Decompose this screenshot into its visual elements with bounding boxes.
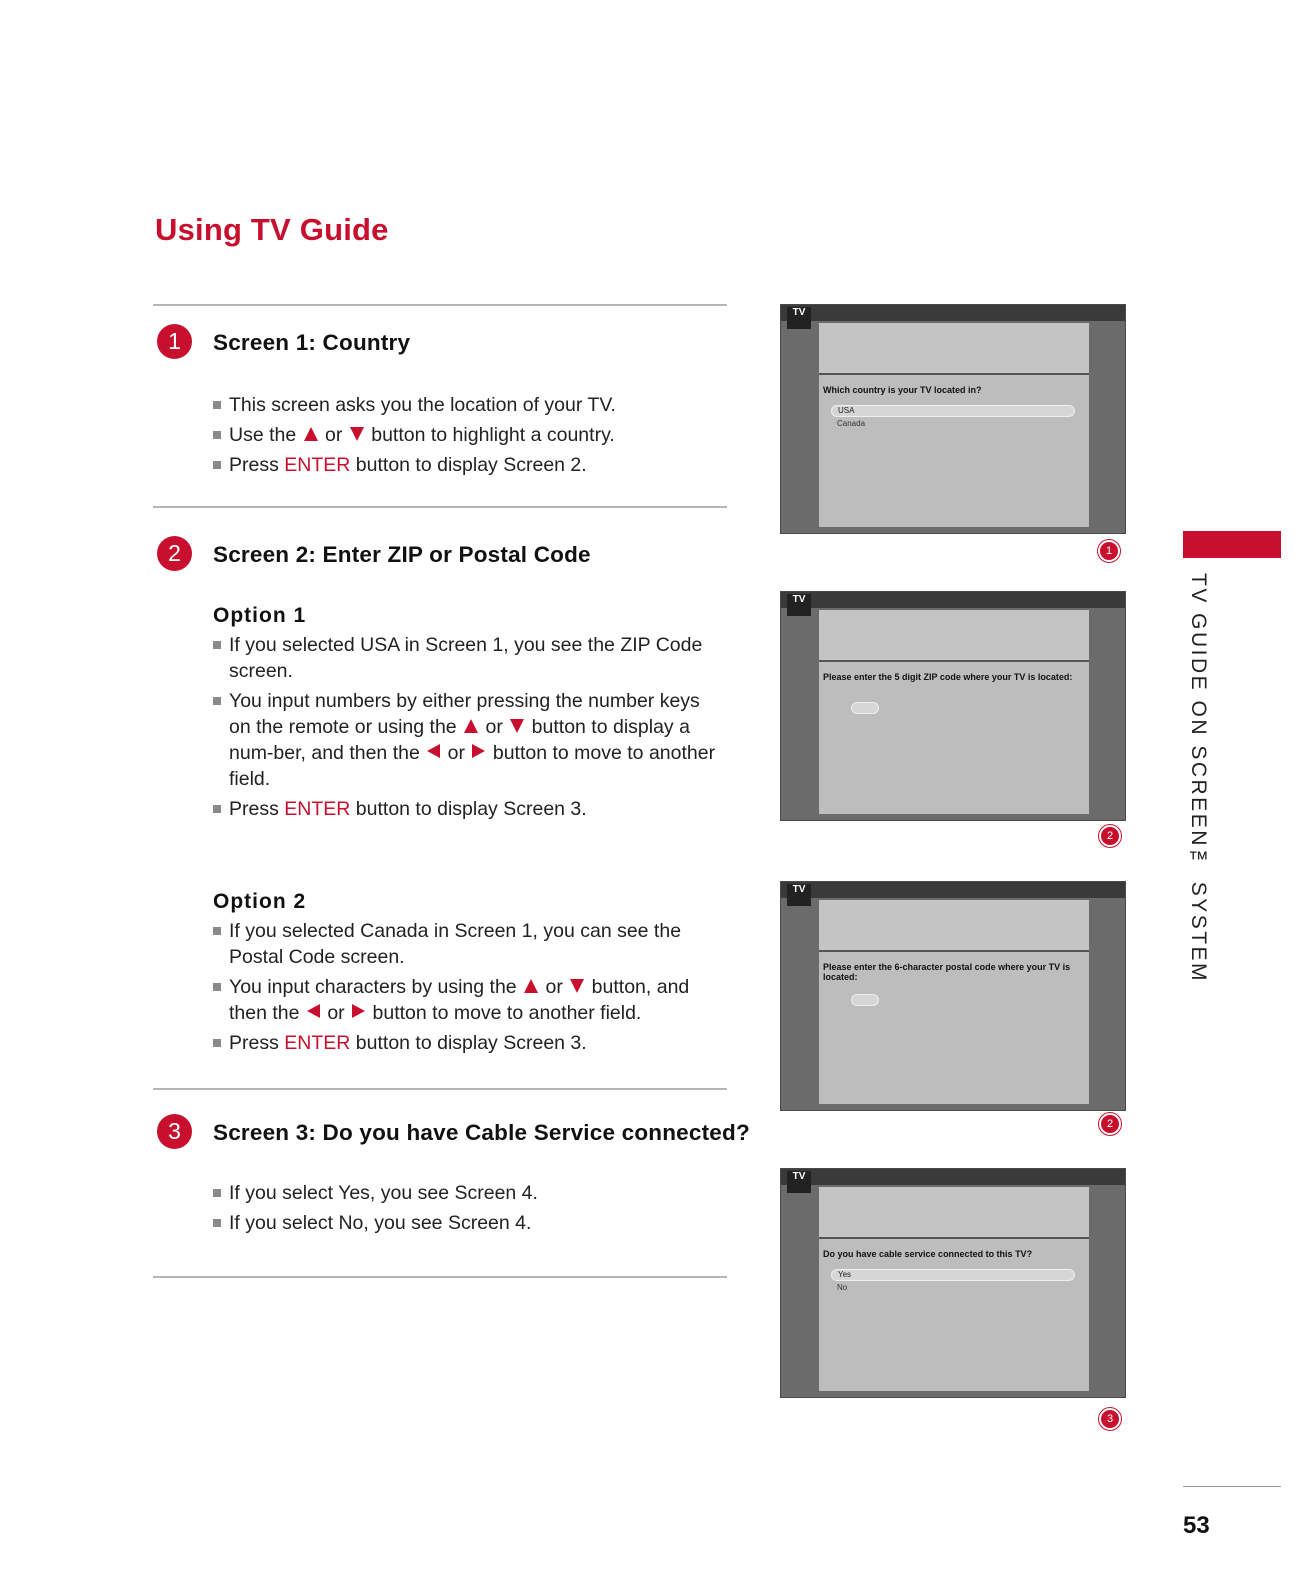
section-1-title: Screen 1: Country [213, 330, 411, 355]
screen-question: Please enter the 6-character postal code where your TV is located: [823, 962, 1071, 982]
section-3-bullets: If you select Yes, you see Screen 4. If you select No, you see Screen 4. [213, 1180, 713, 1236]
option-2-bullets: If you selected Canada in Screen 1, you can see the Postal Code screen. You input characters by using the or button, and then the or button to move to another field. Press ENTER button to display Screen 3. [213, 918, 713, 1056]
tv-guide-logo: TV [787, 594, 811, 616]
screen-option: No [837, 1283, 848, 1292]
up-arrow-icon [304, 427, 318, 441]
tv-screenshot-country [780, 304, 1126, 534]
down-arrow-icon [350, 427, 364, 441]
left-arrow-icon [427, 744, 440, 758]
divider [153, 304, 727, 306]
right-arrow-icon [352, 1004, 365, 1018]
up-arrow-icon [464, 719, 478, 733]
step-3-badge: 3 [157, 1114, 192, 1149]
screen-badge: 3 [1099, 1408, 1121, 1430]
down-arrow-icon [510, 719, 524, 733]
down-arrow-icon [570, 979, 584, 993]
section-label: TV GUIDE ON SCREEN™ SYSTEM [1187, 573, 1210, 984]
tv-screenshot-postal [780, 881, 1126, 1111]
screen-question: Which country is your TV located in? [823, 385, 982, 395]
option-1-title: Option 1 [213, 604, 307, 627]
option-2-title: Option 2 [213, 890, 307, 913]
page-title: Using TV Guide [155, 212, 389, 247]
divider [1183, 1486, 1281, 1487]
tv-screenshot-zip [780, 591, 1126, 821]
page-number: 53 [1183, 1512, 1210, 1539]
divider [153, 506, 727, 508]
option-1-bullets: If you selected USA in Screen 1, you see the ZIP Code screen. You input numbers by either pressing the number keys on the remote or using the or button to display a num-ber, and then the or button to move to another field. Press ENTER button to display Screen 3. [213, 632, 723, 822]
up-arrow-icon [524, 979, 538, 993]
step-1-badge: 1 [157, 324, 192, 359]
step-2-badge: 2 [157, 536, 192, 571]
screen-question: Please enter the 5 digit ZIP code where your TV is located: [823, 672, 1073, 682]
tv-guide-logo: TV [787, 1171, 811, 1193]
screen-badge: 1 [1098, 540, 1120, 562]
screen-option: Yes [831, 1269, 1075, 1281]
tv-guide-logo: TV [787, 884, 811, 906]
tv-guide-logo: TV [787, 307, 811, 329]
screen-option: Canada [837, 419, 866, 428]
postal-field [851, 994, 879, 1006]
screen-question: Do you have cable service connected to this TV? [823, 1249, 1033, 1259]
section-tab-marker [1183, 531, 1281, 558]
screen-option: USA [831, 405, 1075, 417]
screen-badge: 2 [1099, 1113, 1121, 1135]
screen-badge: 2 [1099, 825, 1121, 847]
section-3-title: Screen 3: Do you have Cable Service connected? [213, 1120, 750, 1145]
zip-field [851, 702, 879, 714]
left-arrow-icon [307, 1004, 320, 1018]
tv-screenshot-cable [780, 1168, 1126, 1398]
divider [153, 1276, 727, 1278]
divider [153, 1088, 727, 1090]
section-1-bullets: This screen asks you the location of your TV. Use the or button to highlight a country. Press ENTER button to display Screen 2. [213, 392, 713, 478]
section-2-title: Screen 2: Enter ZIP or Postal Code [213, 542, 591, 567]
right-arrow-icon [472, 744, 485, 758]
